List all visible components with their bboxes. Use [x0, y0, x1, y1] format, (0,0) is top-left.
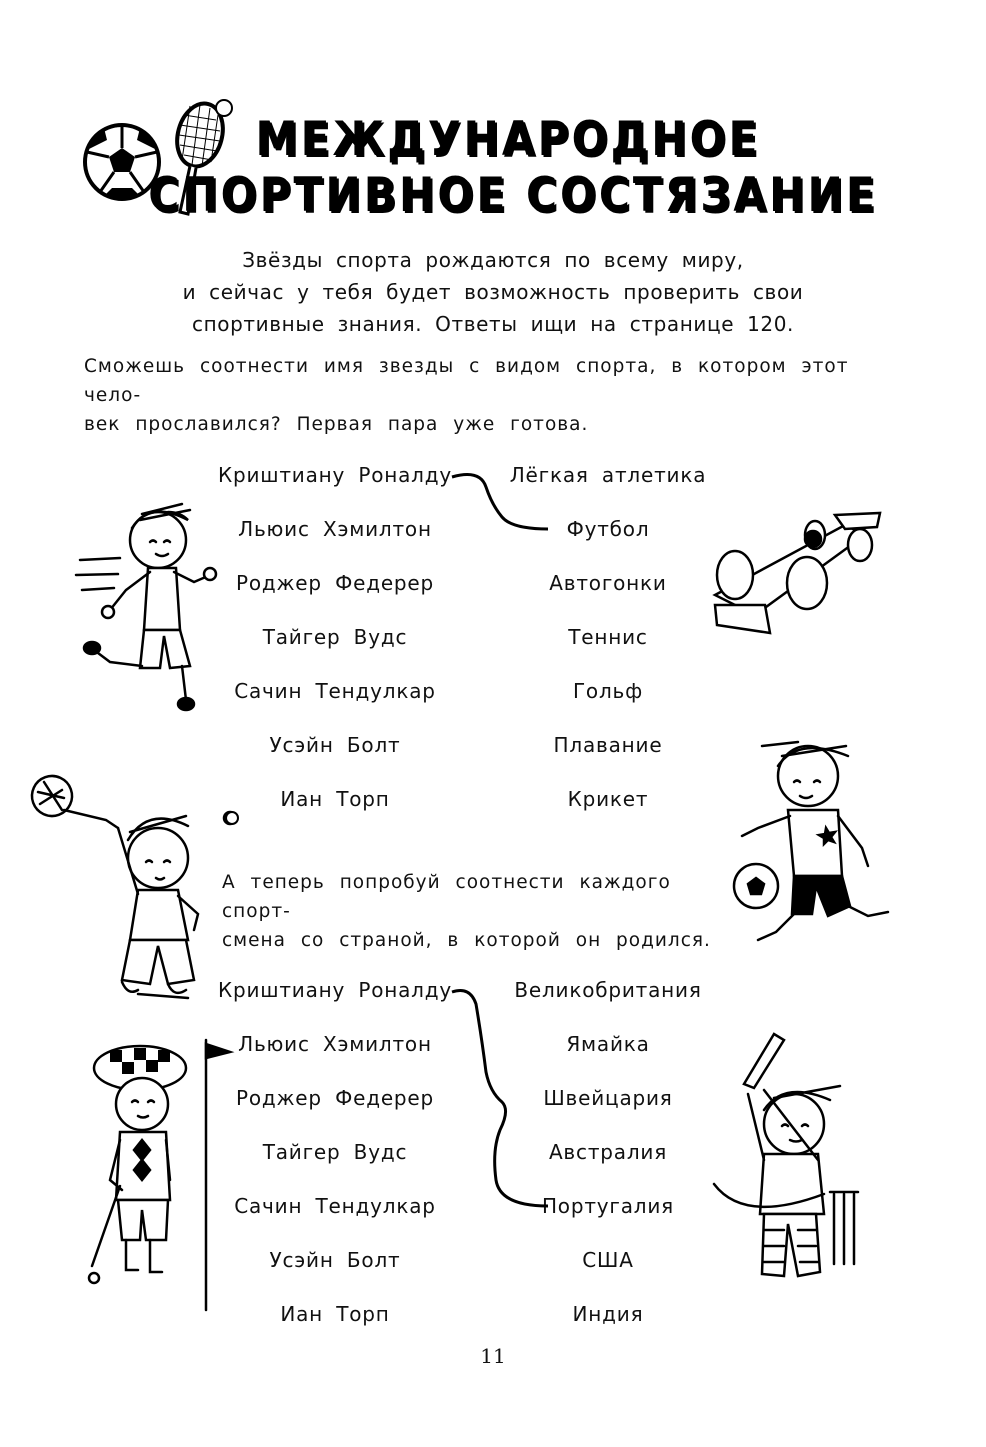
- task2-instructions: [222, 868, 742, 955]
- task1-instructions: [84, 352, 884, 439]
- sport-name[interactable]: Гольф: [572, 679, 644, 703]
- athlete-name[interactable]: Сачин Тендулкар: [234, 679, 436, 703]
- tennis-ball-icon: [224, 810, 240, 826]
- intro-line: и сейчас у тебя будет возможность проверить свои: [182, 280, 804, 304]
- golf-boy-illustration: [80, 1040, 230, 1320]
- example-connector-line: [440, 980, 560, 1220]
- athlete-name[interactable]: Усэйн Болт: [269, 733, 401, 757]
- task1-names-column: [205, 448, 465, 826]
- athlete-name[interactable]: Иан Торп: [280, 1302, 390, 1326]
- sport-name[interactable]: Автогонки: [549, 571, 667, 595]
- example-connector-line: [440, 465, 560, 545]
- instruction-line: А теперь попробуй соотнести каждого спорт-: [222, 872, 671, 922]
- page-title-line2: СПОРТИВНОЕ СОСТЯЗАНИЕ: [148, 168, 878, 223]
- athlete-name[interactable]: Льюис Хэмилтон: [238, 1032, 432, 1056]
- instruction-line: век прославился? Первая пара уже готова.: [84, 414, 589, 435]
- country-name[interactable]: Португалия: [541, 1194, 675, 1218]
- country-name[interactable]: Ямайка: [566, 1032, 650, 1056]
- running-boy-illustration: [70, 490, 220, 720]
- athlete-name[interactable]: Криштиану Роналду: [217, 463, 453, 487]
- page-number: 11: [480, 1344, 506, 1368]
- sport-name[interactable]: Футбол: [566, 517, 650, 541]
- intro-line: спортивные знания. Ответы ищи на странице 120.: [192, 312, 794, 336]
- country-name[interactable]: Великобритания: [514, 978, 702, 1002]
- athlete-name[interactable]: Тайгер Вудс: [262, 1140, 408, 1164]
- race-car-illustration: [695, 505, 895, 640]
- instruction-line: смена со страной, в которой он родился.: [222, 930, 711, 951]
- task2-names-column: [205, 963, 465, 1341]
- sport-name[interactable]: Плавание: [553, 733, 663, 757]
- athlete-name[interactable]: Роджер Федерер: [235, 571, 435, 595]
- athlete-name[interactable]: Усэйн Болт: [269, 1248, 401, 1272]
- country-name[interactable]: Швейцария: [543, 1086, 673, 1110]
- athlete-name[interactable]: Иан Торп: [280, 787, 390, 811]
- cricket-boy-illustration: [704, 1024, 884, 1299]
- instruction-line: Сможешь соотнести имя звезды с видом спорта, в котором этот чело-: [84, 356, 849, 406]
- athlete-name[interactable]: Льюис Хэмилтон: [238, 517, 432, 541]
- page-title-line1: МЕЖДУНАРОДНОЕ: [255, 112, 761, 167]
- country-name[interactable]: Австралия: [548, 1140, 668, 1164]
- sport-name[interactable]: Лёгкая атлетика: [509, 463, 707, 487]
- athlete-name[interactable]: Сачин Тендулкар: [234, 1194, 436, 1218]
- football-boy-illustration: [728, 736, 898, 951]
- intro-line: Звёзды спорта рождаются по всему миру,: [242, 248, 744, 272]
- athlete-name[interactable]: Роджер Федерер: [235, 1086, 435, 1110]
- sport-name[interactable]: Теннис: [568, 625, 648, 649]
- athlete-name[interactable]: Тайгер Вудс: [262, 625, 408, 649]
- intro-text: [130, 244, 856, 340]
- country-name[interactable]: Индия: [572, 1302, 644, 1326]
- sport-name[interactable]: Крикет: [567, 787, 649, 811]
- athlete-name[interactable]: Криштиану Роналду: [217, 978, 453, 1002]
- country-name[interactable]: США: [582, 1248, 634, 1272]
- tennis-boy-illustration: [18, 770, 233, 1000]
